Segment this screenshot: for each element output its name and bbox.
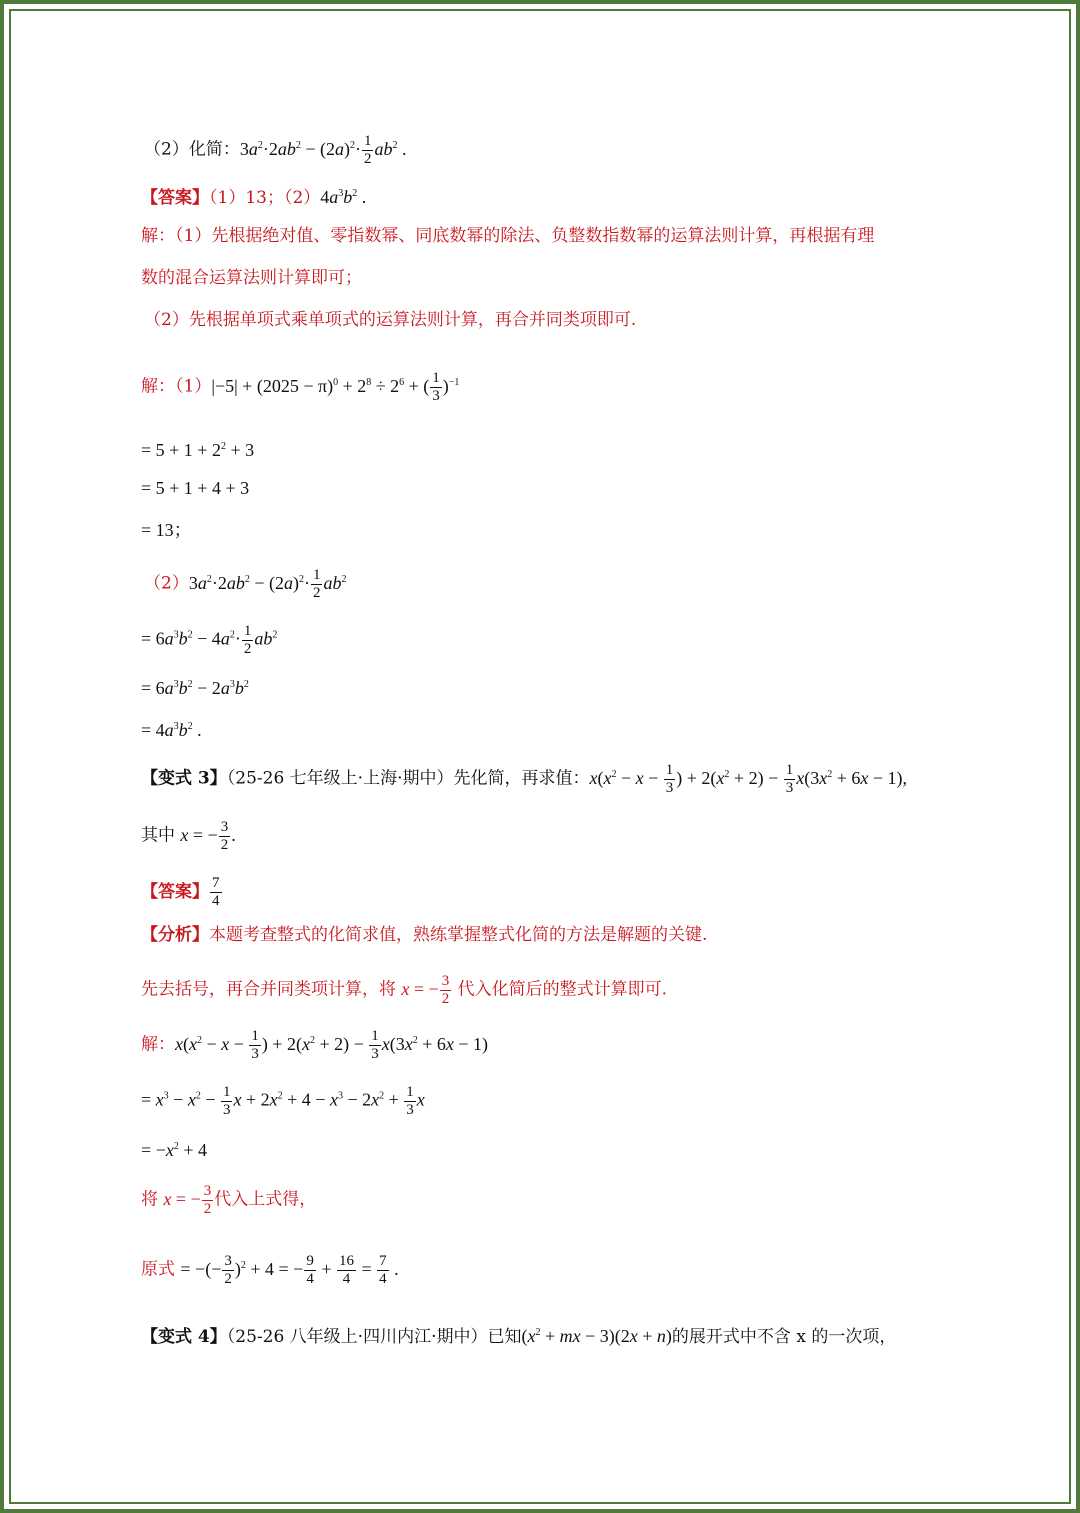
solution-2-step1: = $6a^3b^2 - 4a^2\cdot$ $\frac{1}{2}$ $ab^2$ — [141, 623, 278, 657]
solution-2-step3: = $4a^3b^2$ . — [141, 720, 202, 740]
variant-3-substitute: 将 x = − $\frac{3}{2}$ 代入上式得， — [141, 1183, 317, 1217]
variant-3-step1: = $x^3 - x^2$ − $\frac{1}{3}$ $x + 2x^2 + 4 - x^3 - 2x^2$ + $\frac{1}{3}$ x — [141, 1084, 425, 1118]
variant-3-hint: 先去括号，再合并同类项计算，将 x = − $\frac{3}{2}$ 代入化简后的整式计算即可. — [141, 973, 668, 1007]
analysis-1-line2: 数的混合运算法则计算即可； — [141, 268, 362, 288]
variant-3-result: 原式 = −(− $\frac{3}{2}$ )$^2$ + 4 = − $\frac{9}{4}$ + $\frac{16}{4}$ = $\frac{7}{4}$ . — [141, 1253, 399, 1287]
solution-2-expr: $(2)3a^2\cdot 2ab^2 - (2a)^2\cdot$ $\frac{1}{2}$ $ab^2$ — [144, 567, 347, 601]
solution-1-step3: = 13； — [141, 520, 192, 540]
solution-2-step2: = $6a^3b^2 - 2a^3b^2$ — [141, 678, 249, 698]
analysis-1-line3: （2）先根据单项式乘单项式的运算法则计算，再合并同类项即可. — [144, 310, 637, 330]
variant-3-step2: = $-x^2 + 4$ — [141, 1140, 207, 1160]
variant-3-answer: 【答案】 $\frac{7}{4}$ — [141, 875, 220, 909]
analysis-1-line1: 解：（1）先根据绝对值、零指数幂、同底数幂的除法、负整数指数幂的运算法则计算，再根据有理 — [141, 226, 875, 246]
part2-problem: （2）化简：$3a^2\cdot 2ab^2 - (2a)^2\cdot$ $\frac{1}{2}$ $ab^2$ . — [144, 133, 407, 167]
solution-1-step2: = 5 + 1 + 4 + 3 — [141, 478, 250, 498]
variant-3-problem: 【变式 3】（25-26 七年级上·上海·期中）先化简，再求值：$x(x^2 - x$ − $\frac{1}{3}$ ) + $2(x^2 + 2)$ − $\frac{1}{3}$ $x(3x^2 + 6x - 1)$, — [141, 762, 908, 796]
variant-3-solution-expr: 解：$x(x^2 - x$ − $\frac{1}{3}$ ) + $2(x^2 + 2)$ − $\frac{1}{3}$ $x(3x^2 + 6x - 1)$ — [141, 1028, 489, 1062]
answer-1: 【答案】（1）13；$(2)4a^3b^2$ . — [141, 187, 367, 208]
variant-3-given: 其中 x = − $\frac{3}{2}$ . — [141, 819, 236, 853]
variant-4-problem: 【变式 4】（25-26 八年级上·四川内江·期中）已知($x^2$ + mx − 3)(2x + n)的展开式中不含 x 的一次项， — [141, 1326, 897, 1347]
solution-1-step1: = $5 + 1 + 2^2 + 3$ — [141, 440, 255, 460]
solution-1-expr: 解：$(1)|-5| + (2025 - \pi)^0 + 2^8 \div 2^6$ + ( $\frac{1}{3}$ )$^{-1}$ — [141, 370, 460, 404]
variant-3-analysis: 【分析】本题考查整式的化简求值，熟练掌握整式化简的方法是解题的关键. — [141, 925, 708, 945]
